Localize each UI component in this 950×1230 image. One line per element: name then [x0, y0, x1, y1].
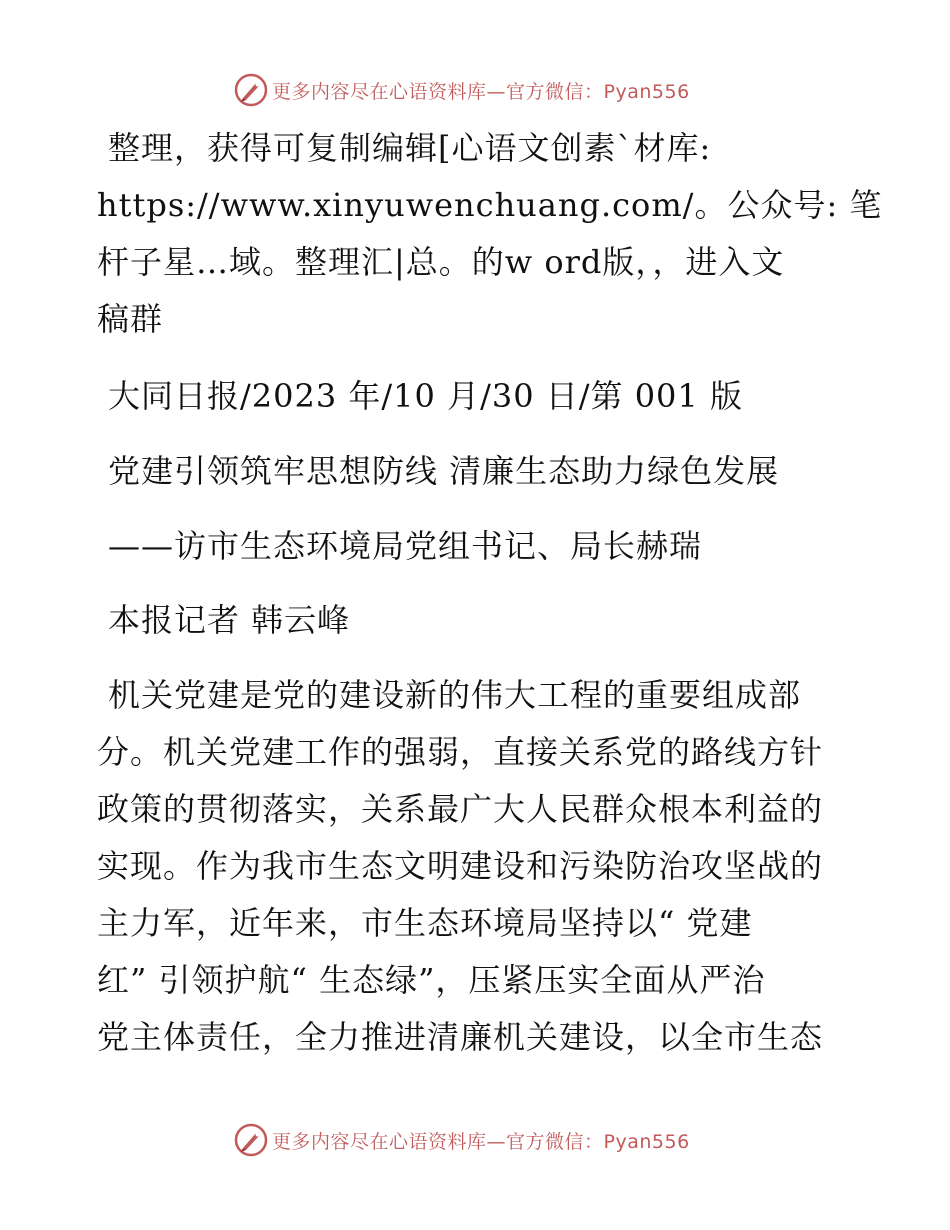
header-line-2: https://www.xinyuwenchuang.com/。公众号: 笔 [97, 186, 883, 224]
watermark-bottom [234, 1122, 690, 1158]
header-line-3: 杆子星…域。整理汇|总。的w ord版，，进入文 [97, 243, 785, 281]
watermark-top [234, 72, 690, 108]
article-title: 党建引领筑牢思想防线 清廉生态助力绿色发展 [108, 452, 780, 490]
header-line-4: 稿群 [97, 300, 164, 338]
body-line: 党主体责任，全力推进清廉机关建设，以全市生态 [97, 1018, 824, 1056]
header-line-1: 整理，获得可复制编辑[心语文创素`材库: [108, 129, 712, 167]
body-line: 分。机关党建工作的强弱，直接关系党的路线方针 [97, 733, 824, 771]
body-line: 政策的贯彻落实，关系最广大人民群众根本利益的 [97, 790, 824, 828]
watermark-text: 更多内容尽在心语资料库—官方微信：Pyan556 [272, 1130, 690, 1153]
pen-quill-logo-icon [234, 1123, 268, 1157]
body-line: 主力军，近年来，市生态环境局坚持以“ 党建 [97, 904, 753, 942]
article-byline: 本报记者 韩云峰 [108, 601, 351, 639]
article-source: 大同日报/2023 年/10 月/30 日/第 001 版 [108, 377, 743, 415]
article-subtitle: ——访市生态环境局党组书记、局长赫瑞 [108, 527, 703, 565]
body-line: 实现。作为我市生态文明建设和污染防治攻坚战的 [97, 847, 824, 885]
body-line: 机关党建是党的建设新的伟大工程的重要组成部 [108, 676, 802, 714]
watermark-text: 更多内容尽在心语资料库—官方微信：Pyan556 [272, 80, 690, 103]
pen-quill-logo-icon [234, 73, 268, 107]
body-line: 红” 引领护航“ 生态绿”，压紧压实全面从严治 [97, 961, 766, 999]
